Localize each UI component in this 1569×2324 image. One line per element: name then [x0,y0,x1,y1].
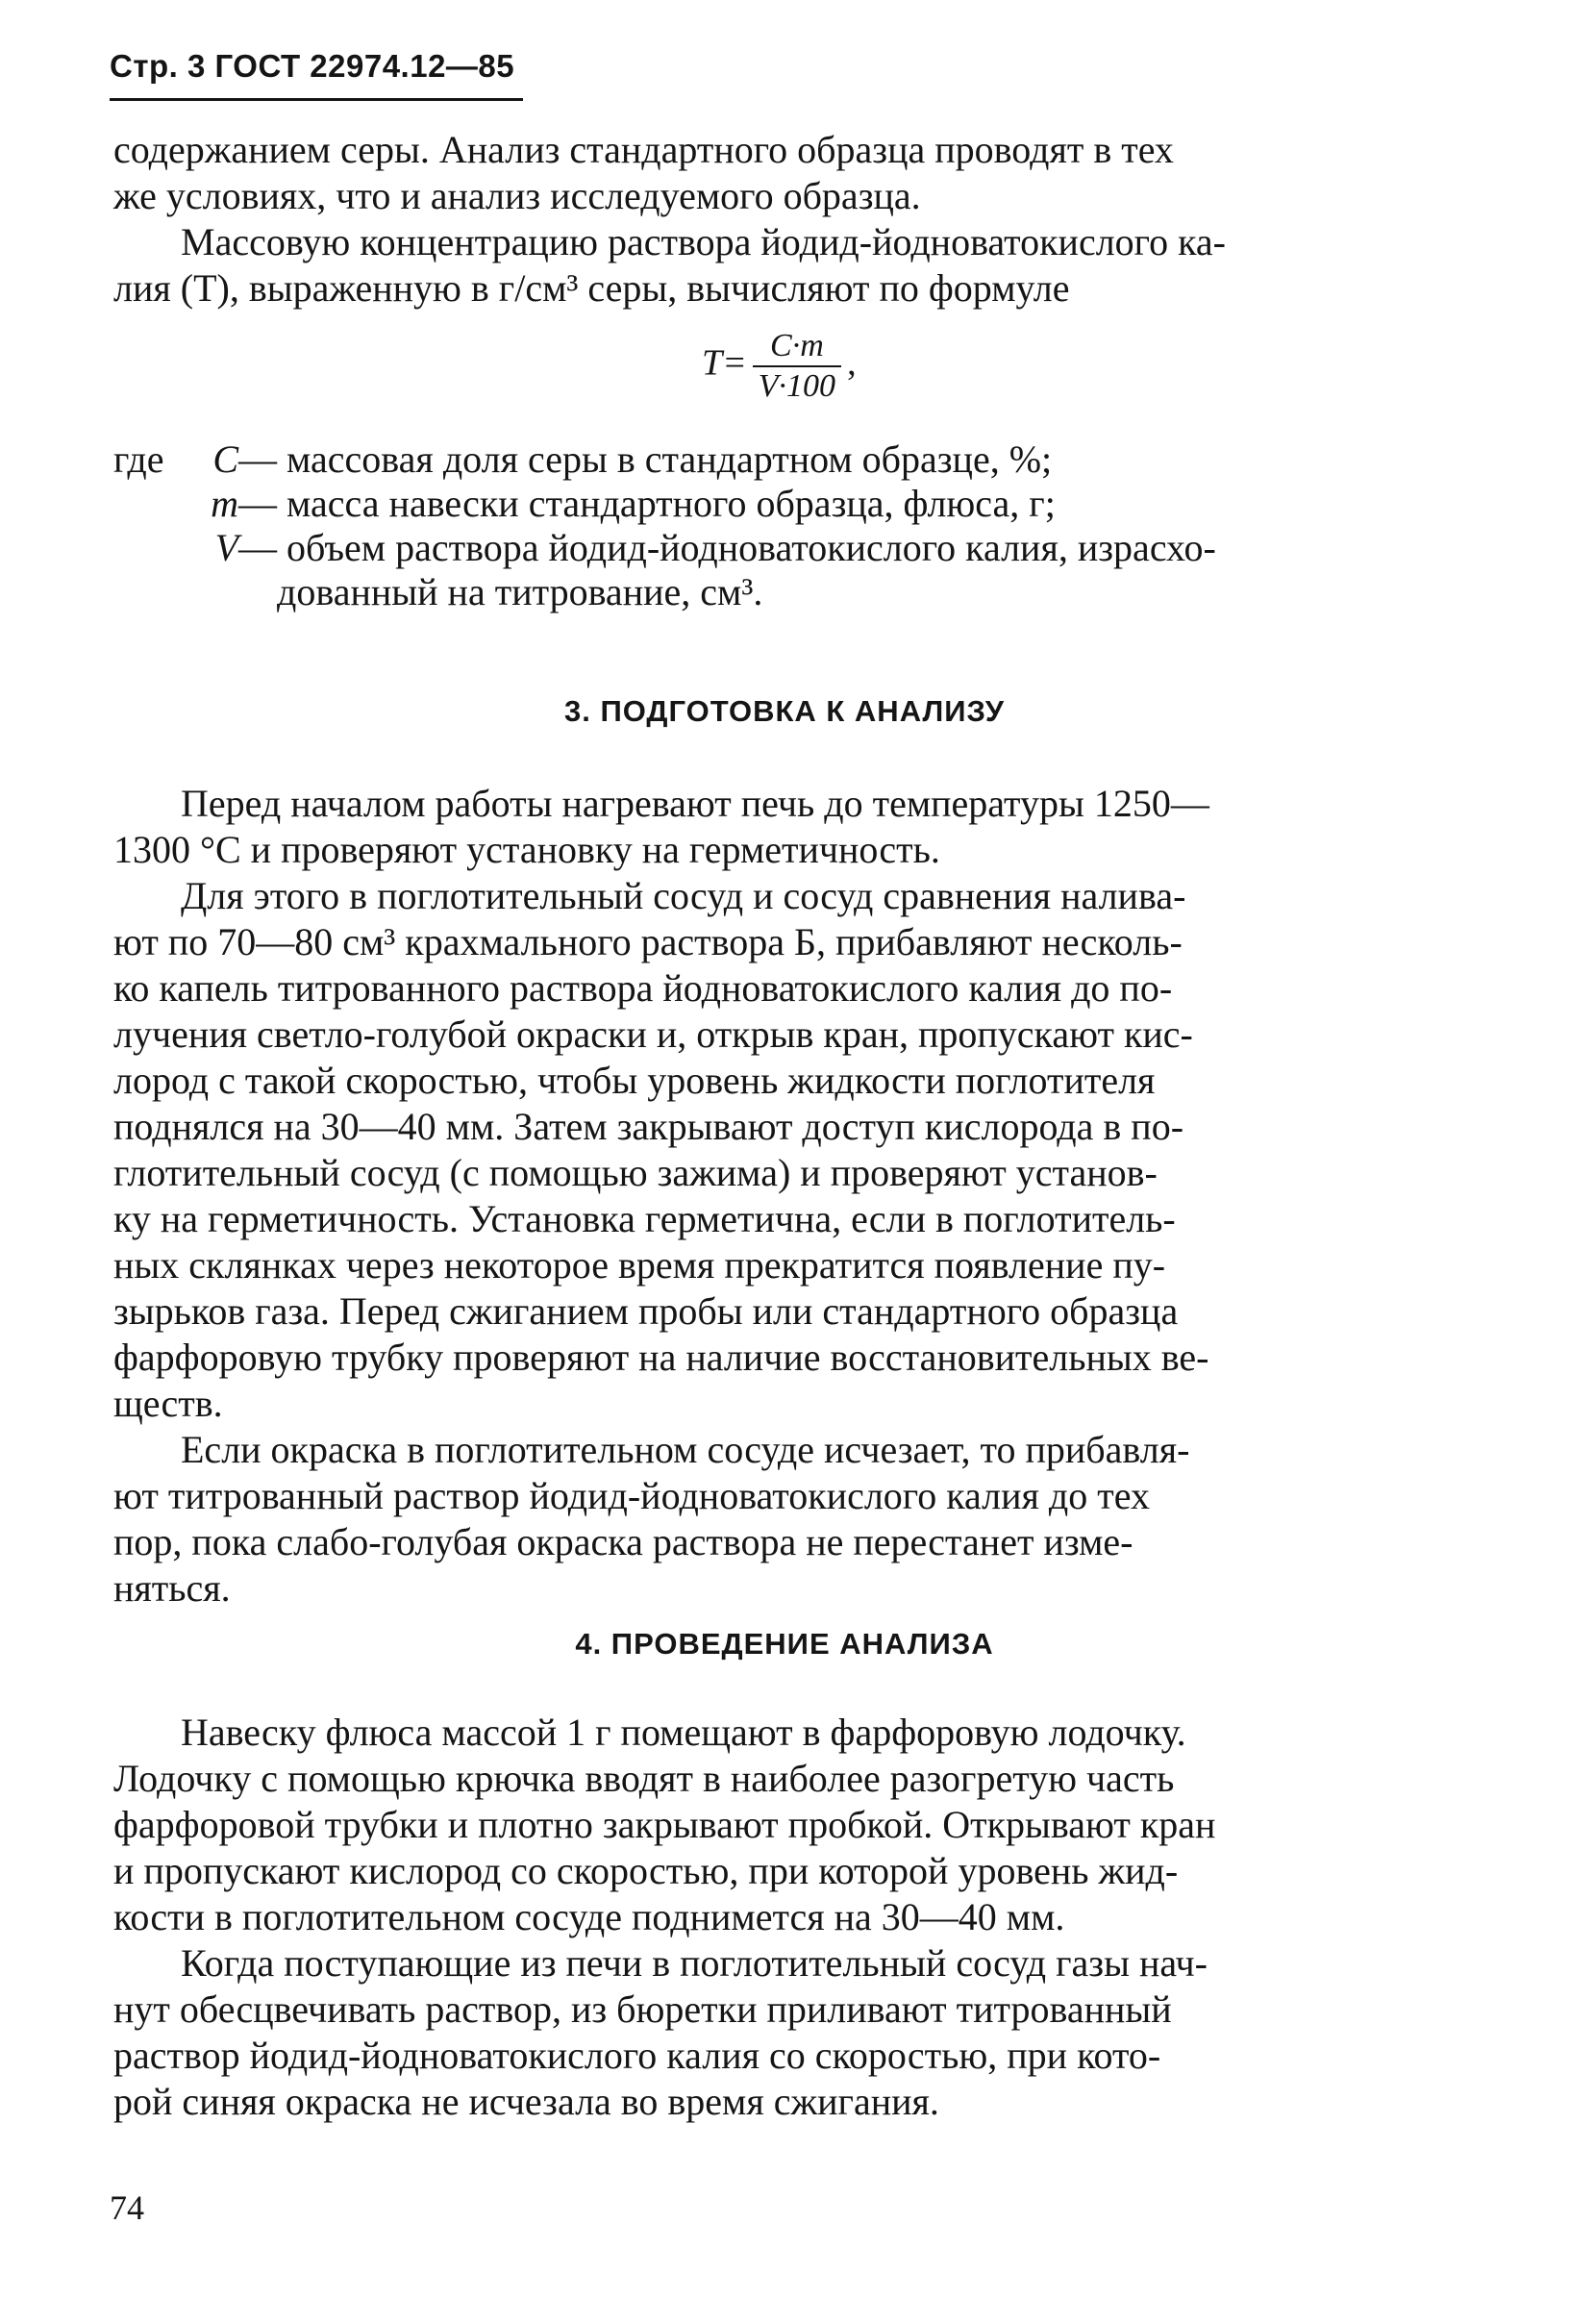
body-line: лород с такой скоростью, чтобы уровень жидкости поглотителя [113,1059,1156,1102]
body-line: ных склянках через некоторое время прекратится появление пу- [113,1243,1166,1287]
body-line: ку на герметичность. Установка герметична, если в поглотитель- [113,1197,1176,1240]
page-header: Стр. 3 ГОСТ 22974.12—85 [110,48,515,84]
intro-line: содержанием серы. Анализ стандартного образца проводят в тех [113,128,1174,171]
legend-continuation: дованный на титрование, см³. [277,570,763,613]
legend-text: — объем раствора йодид-йодноватокислого калия, израсхо- [238,526,1216,569]
legend-symbol: m [211,482,238,525]
formula-lhs: T= [702,342,747,384]
body-line: фарфоровой трубки и плотно закрывают пробкой. Открывают кран [113,1803,1216,1846]
body-line: ществ. [113,1382,223,1425]
body-line: кости в поглотительном сосуде поднимется на 30—40 мм. [113,1895,1065,1938]
section-3-body [113,781,1459,1612]
body-line: Лодочку с помощью крючка вводят в наиболее разогретую часть [113,1757,1175,1800]
body-line: раствор йодид-йодноватокислого калия со скоростью, при кото- [113,2034,1161,2077]
body-line: глотительный сосуд (с помощью зажима) и проверяют установ- [113,1151,1158,1194]
body-line: поднялся на 30—40 мм. Затем закрывают доступ кислорода в по- [113,1105,1184,1148]
formula-numerator: C·m [753,327,841,367]
body-line: фарфоровую трубку проверяют на наличие восстановительных ве- [113,1336,1209,1379]
body-line: и пропускают кислород со скоростью, при которой уровень жид- [113,1849,1179,1892]
formula-legend [113,437,1216,614]
body-line: ют по 70—80 см³ крахмального раствора Б, прибавляют несколь- [113,920,1183,963]
body-line: Если окраска в поглотительном сосуде исчезает, то прибавля- [181,1428,1190,1471]
legend-row [113,437,1216,482]
body-line: лучения светло-голубой окраски и, открыв кран, пропускают кис- [113,1012,1193,1056]
legend-row [113,482,1216,526]
body-line: рой синяя окраска не исчезала во время сжигания. [113,2080,939,2123]
body-line: Когда поступающие из печи в поглотительный сосуд газы нач- [181,1941,1208,1985]
body-line: Навеску флюса массой 1 г помещают в фарфоровую лодочку. [181,1711,1186,1754]
legend-symbol: V [214,526,238,569]
body-line: ко капель титрованного раствора йодноватокислого калия до по- [113,966,1173,1010]
legend-row [113,526,1216,570]
body-line: няться. [113,1566,231,1610]
body-line: Перед началом работы нагревают печь до температуры 1250— [181,782,1209,825]
intro-line: Массовую концентрацию раствора йодид-йодноватокислого ка- [181,220,1226,263]
legend-text: — массовая доля серы в стандартном образце, %; [238,437,1053,481]
body-line: нут обесцвечивать раствор, из бюретки приливают титрованный [113,1987,1172,2031]
legend-text: — масса навески стандартного образца, флюса, г; [238,482,1056,525]
legend-symbol: C [212,437,238,481]
header-rule [110,98,523,101]
page-number: 74 [110,2188,144,2227]
formula-fraction [753,327,841,406]
section-4-body [113,1710,1459,2125]
legend-where: где [113,437,164,481]
section-4-heading: 4. ПРОВЕДЕНИЕ АНАЛИЗА [575,1627,994,1661]
formula [702,327,857,406]
formula-trail: , [847,342,857,384]
intro-line: лия (T), выраженную в г/см³ серы, вычисляют по формуле [113,266,1070,310]
body-line: 1300 °С и проверяют установку на герметичность. [113,828,940,871]
body-line: ют титрованный раствор йодид-йодноватокислого калия до тех [113,1474,1150,1517]
section-3-heading: 3. ПОДГОТОВКА К АНАЛИЗУ [563,694,1006,728]
intro-line: же условиях, что и анализ исследуемого образца. [113,174,921,217]
intro-block [113,127,1459,312]
formula-denominator: V·100 [758,368,836,404]
body-line: зырьков газа. Перед сжиганием пробы или стандартного образца [113,1289,1179,1333]
body-line: Для этого в поглотительный сосуд и сосуд сравнения налива- [181,874,1186,917]
body-line: пор, пока слабо-голубая окраска раствора не перестанет изме- [113,1520,1133,1563]
